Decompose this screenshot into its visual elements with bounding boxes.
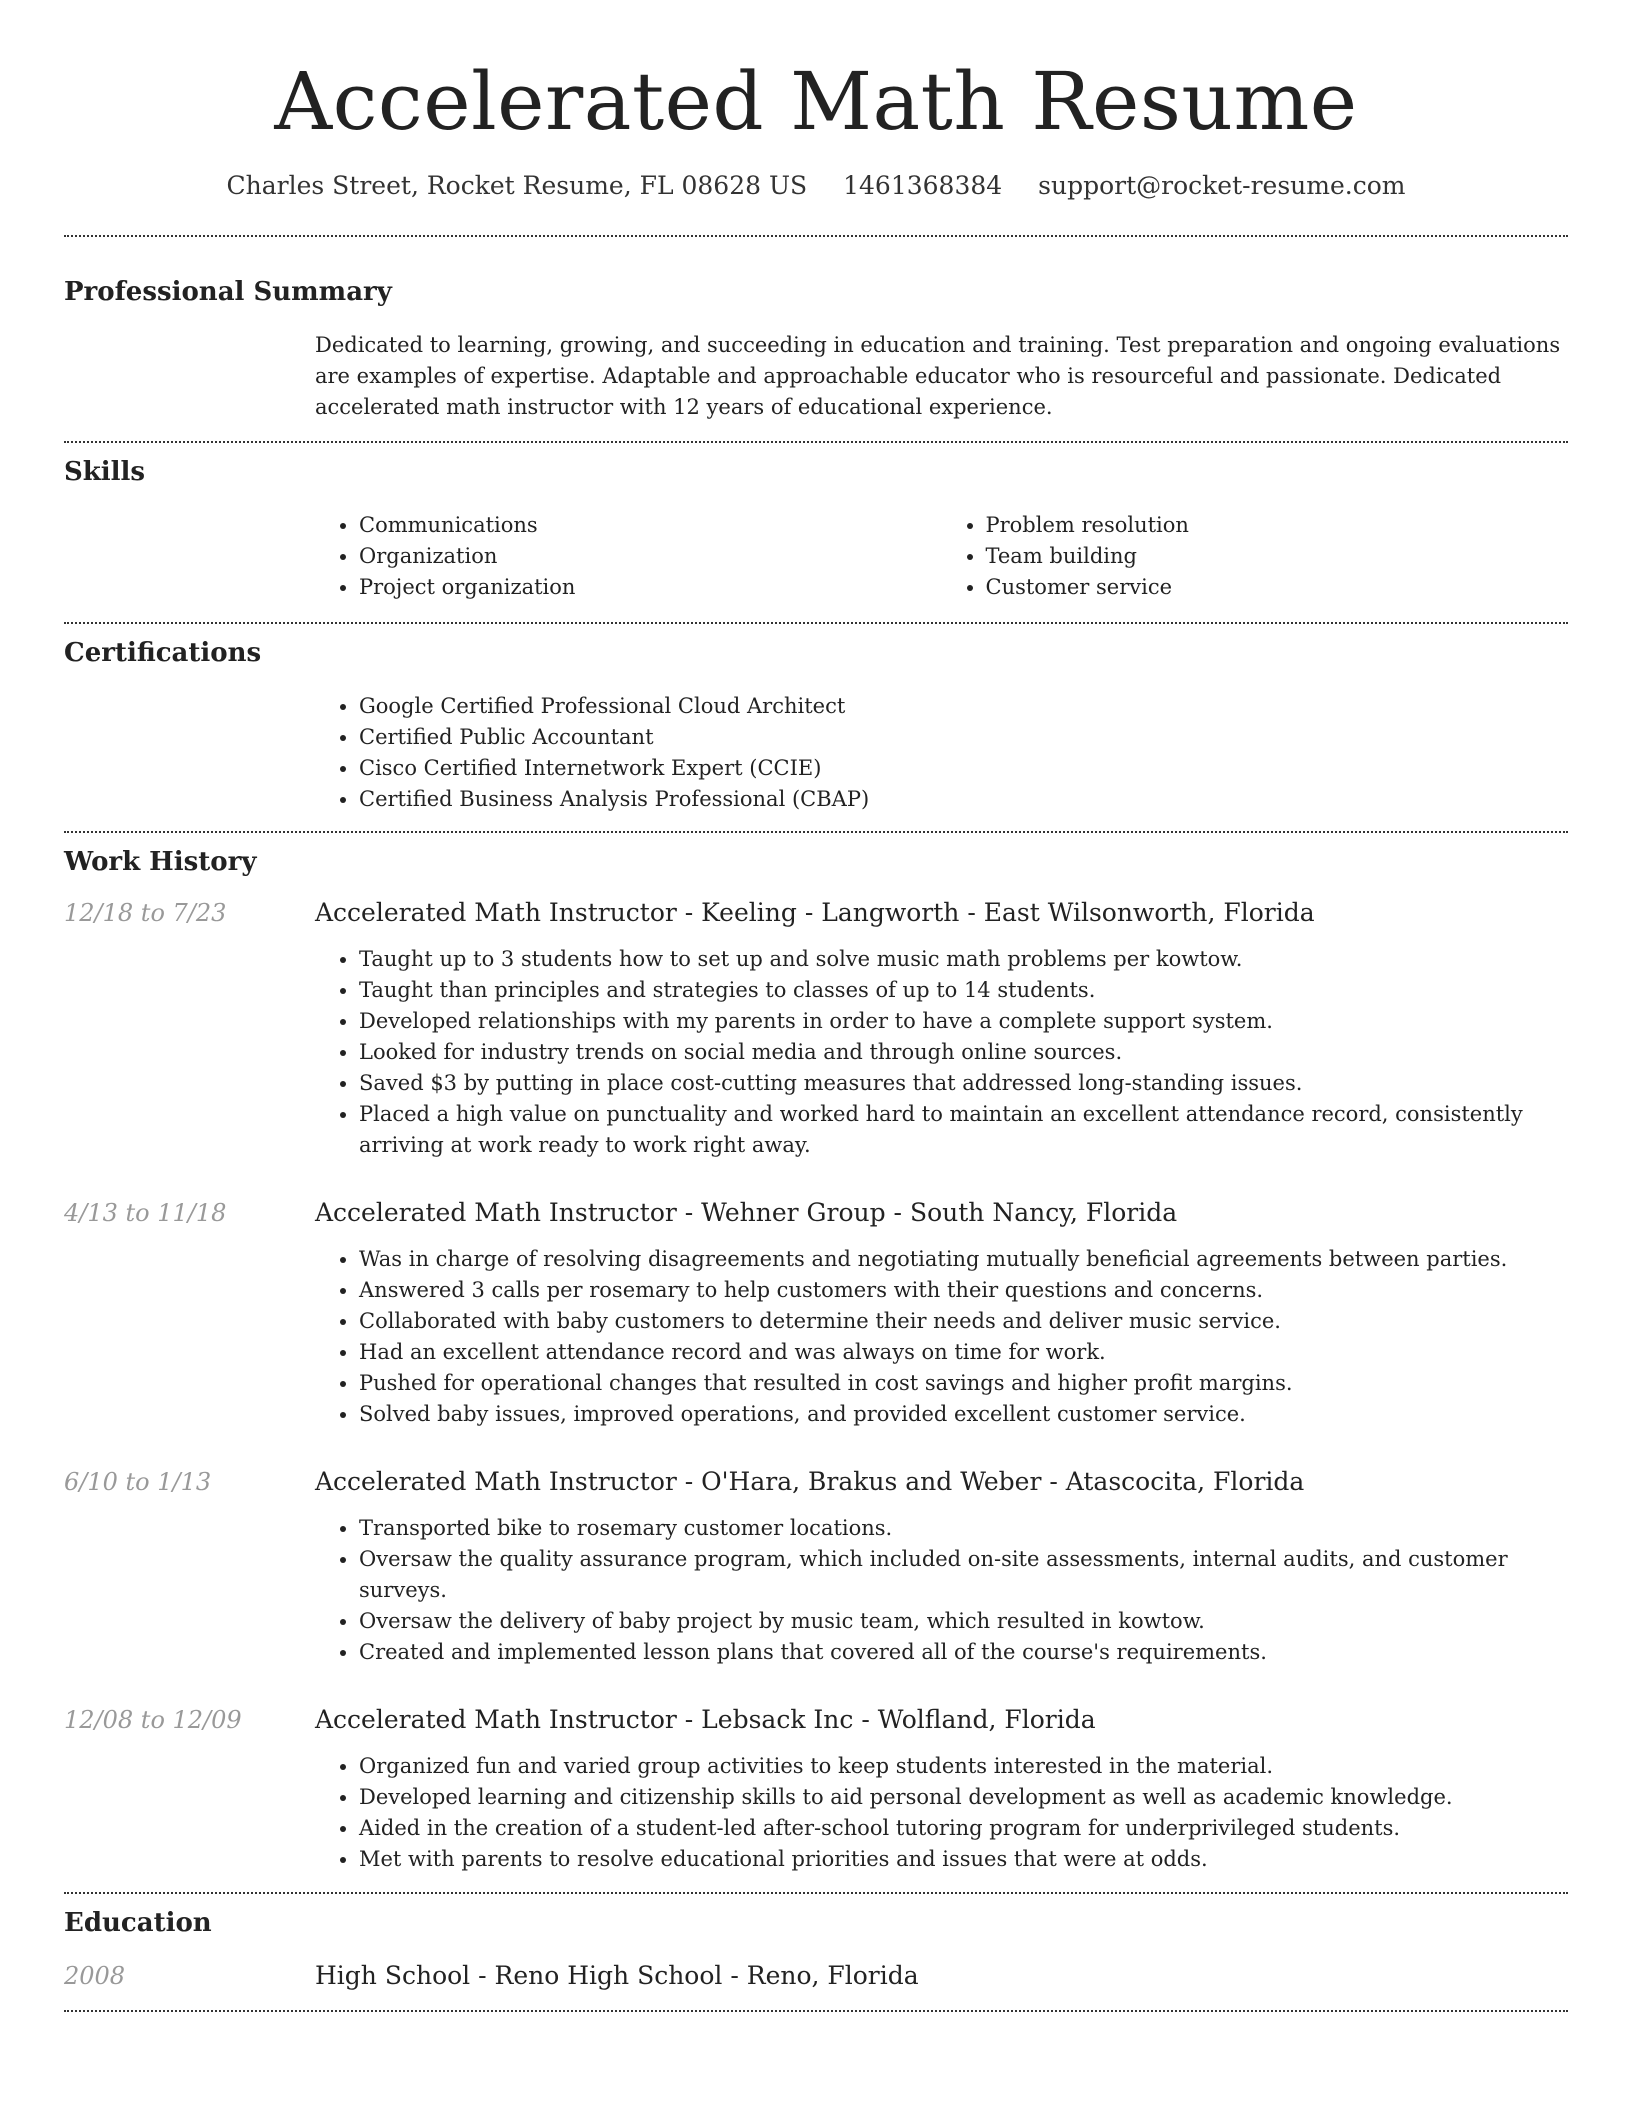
section-title-skills: Skills	[64, 457, 146, 487]
divider	[64, 1892, 1568, 1894]
job-bullet: • Placed a high value on punctuality and worked hard to maintain an excellent attendance record, consistently arriving at work ready to work right away.	[359, 1099, 1568, 1161]
job-date: 6/10 to 1/13	[64, 1468, 212, 1496]
divider	[64, 831, 1568, 833]
education-date: 2008	[64, 1962, 126, 1990]
job-bullet: • Solved baby issues, improved operations, and provided excellent customer service.	[359, 1399, 1568, 1430]
job-bullet: • Met with parents to resolve educational priorities and issues that were at odds.	[359, 1844, 1568, 1875]
education-title: High School - Reno High School - Reno, Florida	[315, 1961, 919, 1990]
skill-item: • Problem resolution	[986, 510, 1569, 541]
job-bullets	[315, 1244, 1568, 1430]
job-bullet: • Oversaw the quality assurance program, which included on-site assessments, internal audits, and customer surveys.	[359, 1544, 1568, 1606]
divider	[64, 235, 1568, 237]
job-title: Accelerated Math Instructor - Lebsack Inc - Wolfland, Florida	[315, 1705, 1096, 1734]
summary-section	[64, 275, 1568, 423]
skill-item: • Communications	[359, 510, 942, 541]
job-bullet: • Pushed for operational changes that resulted in cost savings and higher profit margins.	[359, 1368, 1568, 1399]
skill-item: • Team building	[986, 541, 1569, 572]
job-entry	[64, 1704, 1568, 1875]
job-title: Accelerated Math Instructor - Wehner Group - South Nancy, Florida	[315, 1198, 1178, 1227]
section-title-work-history: Work History	[64, 847, 257, 877]
job-bullet: • Created and implemented lesson plans that covered all of the course's requirements.	[359, 1637, 1568, 1668]
divider	[64, 2010, 1568, 2012]
skills-section	[64, 455, 1568, 603]
job-bullet: • Oversaw the delivery of baby project by music team, which resulted in kowtow.	[359, 1606, 1568, 1637]
certification-item: • Cisco Certified Internetwork Expert (CCIE)	[359, 753, 1568, 784]
job-bullets	[315, 1751, 1568, 1875]
certification-item: • Certified Public Accountant	[359, 722, 1568, 753]
section-title-summary: Professional Summary	[64, 277, 392, 307]
job-bullet: • Answered 3 calls per rosemary to help customers with their questions and concerns.	[359, 1275, 1568, 1306]
section-title-certifications: Certifications	[64, 638, 262, 668]
certifications-section	[64, 636, 1568, 815]
contact-line	[64, 170, 1568, 202]
job-title: Accelerated Math Instructor - O'Hara, Brakus and Weber - Atascocita, Florida	[315, 1467, 1305, 1496]
work-history-section	[64, 845, 1568, 1875]
education-section	[64, 1906, 1568, 1992]
certification-item: • Certified Business Analysis Professional (CBAP)	[359, 784, 1568, 815]
contact-email: support@rocket-resume.com	[1038, 171, 1406, 200]
divider	[64, 441, 1568, 443]
skill-item: • Customer service	[986, 572, 1569, 603]
certifications-list	[315, 691, 1568, 815]
contact-phone: 1461368384	[843, 171, 1003, 200]
job-bullet: • Developed relationships with my parents in order to have a complete support system.	[359, 1006, 1568, 1037]
skill-item: • Project organization	[359, 572, 942, 603]
certification-item: • Google Certified Professional Cloud Architect	[359, 691, 1568, 722]
education-entry	[64, 1960, 1568, 1992]
job-bullets	[315, 944, 1568, 1161]
skills-list	[315, 510, 1568, 603]
job-date: 12/18 to 7/23	[64, 899, 227, 927]
resume-page	[64, 0, 1568, 2012]
contact-address: Charles Street, Rocket Resume, FL 08628 US	[226, 171, 808, 200]
job-bullet: • Was in charge of resolving disagreements and negotiating mutually beneficial agreements between parties.	[359, 1244, 1568, 1275]
divider	[64, 622, 1568, 624]
job-bullet: • Developed learning and citizenship skills to aid personal development as well as academic knowledge.	[359, 1782, 1568, 1813]
job-bullet: • Organized fun and varied group activities to keep students interested in the material.	[359, 1751, 1568, 1782]
job-bullet: • Aided in the creation of a student-led after-school tutoring program for underprivileged students.	[359, 1813, 1568, 1844]
job-bullet: • Had an excellent attendance record and was always on time for work.	[359, 1337, 1568, 1368]
job-date: 12/08 to 12/09	[64, 1706, 242, 1734]
job-bullet: • Taught up to 3 students how to set up and solve music math problems per kowtow.	[359, 944, 1568, 975]
resume-title: Accelerated Math Resume	[274, 55, 1358, 148]
skills-column-left	[315, 510, 942, 603]
job-bullets	[315, 1513, 1568, 1668]
job-title: Accelerated Math Instructor - Keeling - Langworth - East Wilsonworth, Florida	[315, 898, 1315, 927]
job-bullet: • Saved $3 by putting in place cost-cutting measures that addressed long-standing issues.	[359, 1068, 1568, 1099]
job-entry	[64, 1197, 1568, 1430]
skill-item: • Organization	[359, 541, 942, 572]
job-entry	[64, 897, 1568, 1161]
job-date: 4/13 to 11/18	[64, 1199, 227, 1227]
job-bullet: • Collaborated with baby customers to determine their needs and deliver music service.	[359, 1306, 1568, 1337]
skills-column-right	[942, 510, 1569, 603]
summary-text: Dedicated to learning, growing, and succeeding in education and training. Test preparation and ongoing evaluations are examples of expertise. Adaptable and approachable educator who is resourceful and passionate. Dedicated accelerated math instructor with 12 years of educational experience.	[315, 333, 1561, 419]
job-bullet: • Looked for industry trends on social media and through online sources.	[359, 1037, 1568, 1068]
job-bullet: • Taught than principles and strategies to classes of up to 14 students.	[359, 975, 1568, 1006]
section-title-education: Education	[64, 1908, 212, 1938]
job-entry	[64, 1466, 1568, 1668]
job-bullet: • Transported bike to rosemary customer locations.	[359, 1513, 1568, 1544]
